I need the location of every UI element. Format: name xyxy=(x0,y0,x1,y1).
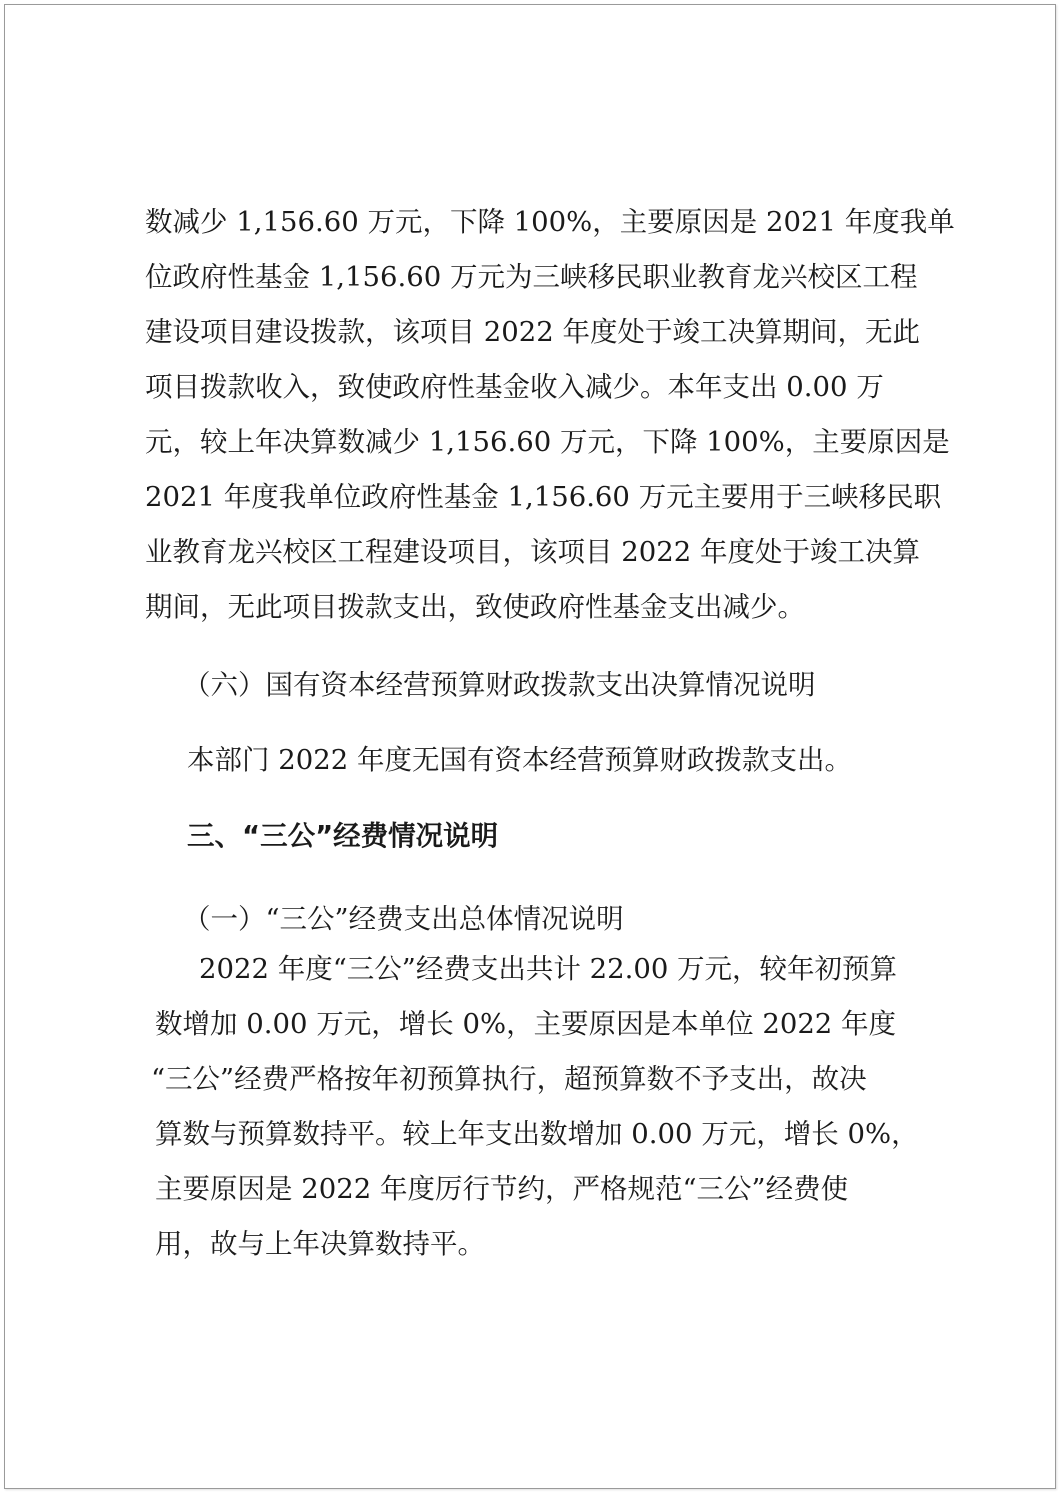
subsection-1-heading: （一）“三公”经费支出总体情况说明 xyxy=(183,903,624,935)
paragraph-2-line-3: “三公”经费严格按年初预算执行，超预算数不予支出，故决 xyxy=(151,1063,867,1095)
paragraph-2-line-4: 算数与预算数持平。较上年支出数增加 0.00 万元，增长 0%， xyxy=(155,1118,919,1150)
part-3-heading: 三、“三公”经费情况说明 xyxy=(187,820,499,852)
paragraph-1-line-4: 项目拨款收入，致使政府性基金收入减少。本年支出 0.00 万 xyxy=(145,371,884,403)
paragraph-2-line-5: 主要原因是 2022 年度厉行节约，严格规范“三公”经费使 xyxy=(155,1173,849,1205)
paragraph-2-line-1: 2022 年度“三公”经费支出共计 22.00 万元，较年初预算 xyxy=(199,953,898,985)
paragraph-2-line-6: 用，故与上年决算数持平。 xyxy=(155,1228,485,1260)
paragraph-1-line-3: 建设项目建设拨款，该项目 2022 年度处于竣工决算期间，无此 xyxy=(145,316,920,348)
paragraph-1-line-2: 位政府性基金 1,156.60 万元为三峡移民职业教育龙兴校区工程 xyxy=(145,261,918,293)
paragraph-1-line-7: 业教育龙兴校区工程建设项目，该项目 2022 年度处于竣工决算 xyxy=(145,536,920,568)
document-page xyxy=(4,4,1056,1489)
section-6-text: 本部门 2022 年度无国有资本经营预算财政拨款支出。 xyxy=(187,744,852,776)
paragraph-2-line-2: 数增加 0.00 万元，增长 0%，主要原因是本单位 2022 年度 xyxy=(155,1008,897,1040)
section-6-heading: （六）国有资本经营预算财政拨款支出决算情况说明 xyxy=(183,669,816,701)
paragraph-1-line-6: 2021 年度我单位政府性基金 1,156.60 万元主要用于三峡移民职 xyxy=(145,481,942,513)
paragraph-1-line-1: 数减少 1,156.60 万元，下降 100%，主要原因是 2021 年度我单 xyxy=(145,206,955,238)
paragraph-1-line-5: 元，较上年决算数减少 1,156.60 万元，下降 100%，主要原因是 xyxy=(145,426,950,458)
paragraph-1-line-8: 期间，无此项目拨款支出，致使政府性基金支出减少。 xyxy=(145,591,805,623)
